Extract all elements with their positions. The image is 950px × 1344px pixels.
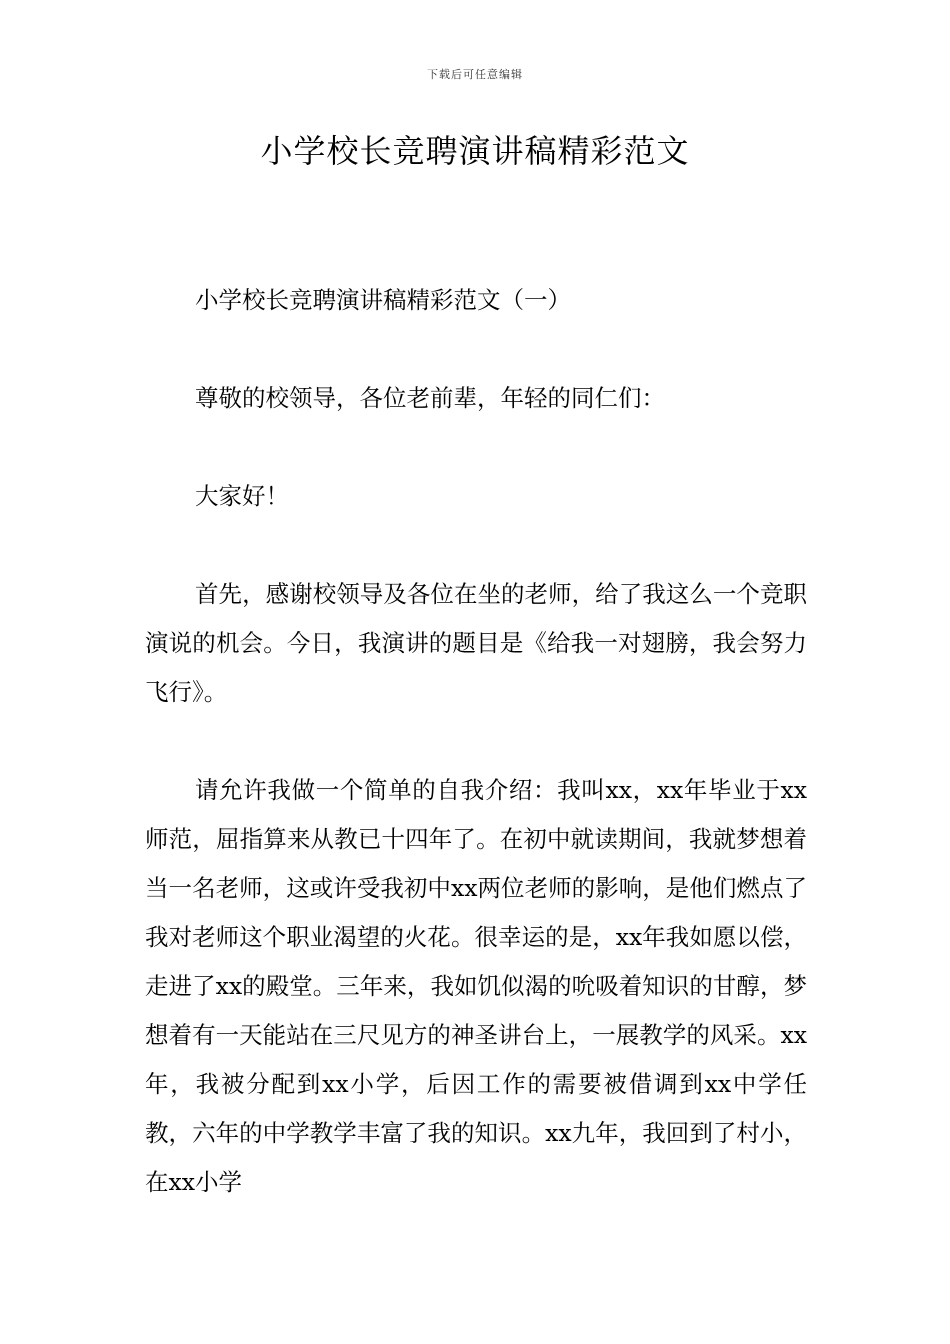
- document-title: 小学校长竞聘演讲稿精彩范文: [260, 132, 690, 170]
- greeting-paragraph: 大家好！: [195, 482, 289, 510]
- self-introduction-paragraph: 请允许我做一个简单的自我介绍：我叫xx，xx年毕业于xx师范，屈指算来从教已十四年了。在初中就读期间，我就梦想着当一名老师，这或许受我初中xx两位老师的影响，是他们燃点了我对老师这个职业渴望的火花。很幸运的是，xx年我如愿以偿，走进了xx的殿堂。三年来，我如饥似渴的吮吸着知识的甘醇，梦想着有一天能站在三尺见方的神圣讲台上，一展教学的风采。xx年，我被分配到xx小学，后因工作的需要被借调到xx中学任教，六年的中学教学丰富了我的知识。xx九年，我回到了村小，在xx小学: [145, 776, 807, 1196]
- salutation-paragraph: 尊敬的校领导，各位老前辈，年轻的同仁们：: [195, 384, 665, 412]
- section-subtitle: 小学校长竞聘演讲稿精彩范文（一）: [195, 286, 571, 314]
- header-note: 下载后可任意编辑: [427, 68, 523, 81]
- thanks-paragraph: 首先，感谢校领导及各位在坐的老师，给了我这么一个竞职演说的机会。今日，我演讲的题目是《给我一对翅膀，我会努力飞行》。: [145, 580, 807, 706]
